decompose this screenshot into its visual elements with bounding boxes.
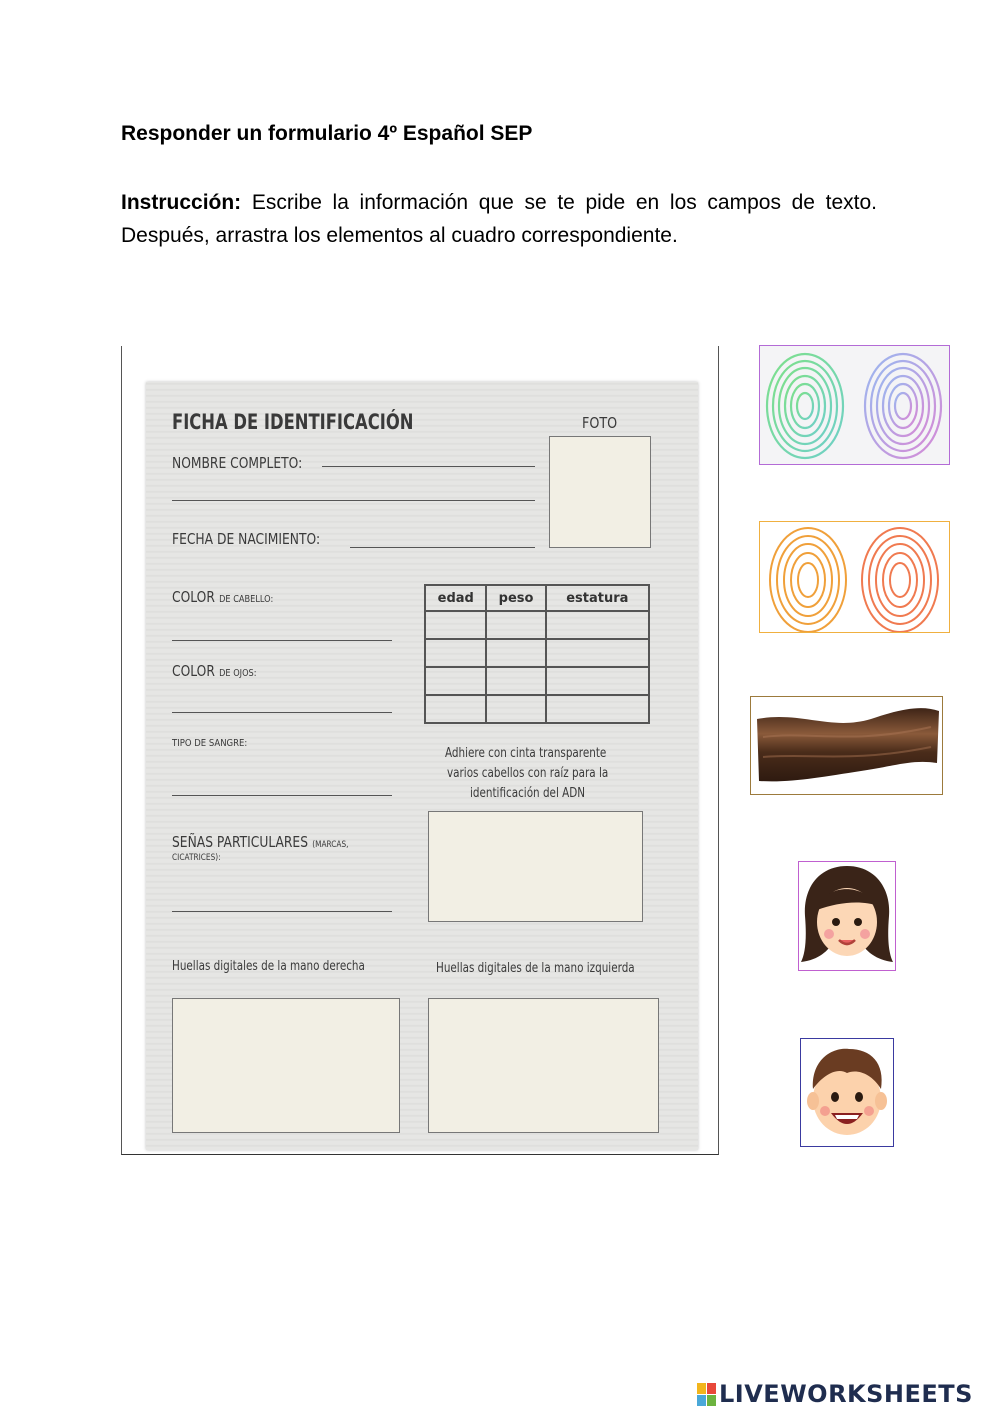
age-cell[interactable] bbox=[425, 695, 486, 723]
instruction-label: Instrucción: bbox=[121, 191, 242, 214]
fingerprint-color-icon bbox=[760, 346, 949, 464]
hair-color-big: COLOR bbox=[172, 588, 215, 606]
left-hand-label: Huellas digitales de la mano izquierda bbox=[436, 961, 635, 976]
liveworksheets-logo-icon bbox=[697, 1383, 716, 1406]
marks-small-1: (MARCAS, bbox=[312, 840, 349, 850]
marks-big: SEÑAS PARTICULARES bbox=[172, 833, 309, 851]
height-cell[interactable] bbox=[546, 695, 649, 723]
eye-color-big: COLOR bbox=[172, 662, 215, 680]
hair-lock-icon bbox=[751, 697, 942, 794]
weight-cell[interactable] bbox=[486, 639, 545, 667]
age-cell[interactable] bbox=[425, 611, 486, 639]
table-header-age: edad bbox=[425, 585, 486, 611]
photo-drop-box[interactable] bbox=[549, 436, 651, 548]
height-cell[interactable] bbox=[546, 611, 649, 639]
birth-date-label: FECHA DE NACIMIENTO: bbox=[172, 530, 321, 548]
hair-drop-box[interactable] bbox=[428, 811, 643, 922]
blood-type-label: TIPO DE SANGRE: bbox=[172, 738, 248, 749]
height-cell[interactable] bbox=[546, 639, 649, 667]
girl-face-icon bbox=[799, 862, 895, 970]
left-hand-drop-box[interactable] bbox=[428, 998, 659, 1133]
photo-label: FOTO bbox=[582, 414, 618, 432]
right-hand-label: Huellas digitales de la mano derecha bbox=[172, 959, 365, 974]
full-name-label: NOMBRE COMPLETO: bbox=[172, 454, 303, 472]
birth-date-field[interactable] bbox=[350, 547, 535, 548]
brand-name: LIVEWORKSHEETS bbox=[719, 1380, 973, 1408]
boy-face-icon bbox=[801, 1039, 893, 1146]
dna-note-1: Adhiere con cinta transparente bbox=[445, 746, 607, 761]
weight-cell[interactable] bbox=[486, 611, 545, 639]
marks-label bbox=[172, 832, 348, 851]
draggable-fingerprints-orange[interactable] bbox=[759, 521, 950, 633]
page-title: Responder un formulario 4º Español SEP bbox=[121, 122, 533, 145]
marks-field[interactable] bbox=[172, 911, 392, 912]
form-heading: FICHA DE IDENTIFICACIÓN bbox=[172, 410, 414, 434]
age-cell[interactable] bbox=[425, 639, 486, 667]
right-hand-drop-box[interactable] bbox=[172, 998, 400, 1133]
draggable-boy-face[interactable] bbox=[800, 1038, 894, 1147]
liveworksheets-logo bbox=[697, 1380, 973, 1408]
hair-color-small: DE CABELLO: bbox=[219, 594, 274, 605]
draggable-hair-lock[interactable] bbox=[750, 696, 943, 795]
hair-color-label bbox=[172, 587, 273, 606]
instruction-text: Escribe la información que se te pide en los campos de texto. Después, arrastra los elementos al cuadro correspondiente. bbox=[121, 191, 877, 247]
dna-note-3: identificación del ADN bbox=[470, 786, 586, 801]
height-cell[interactable] bbox=[546, 667, 649, 695]
table-header-weight: peso bbox=[486, 585, 545, 611]
eye-color-field[interactable] bbox=[172, 712, 392, 713]
hair-color-field[interactable] bbox=[172, 640, 392, 641]
fingerprint-orange-icon bbox=[760, 522, 949, 632]
table-header-height: estatura bbox=[546, 585, 649, 611]
blood-type-field[interactable] bbox=[172, 795, 392, 796]
full-name-field-2[interactable] bbox=[172, 500, 535, 501]
weight-cell[interactable] bbox=[486, 695, 545, 723]
draggable-girl-face[interactable] bbox=[798, 861, 896, 971]
full-name-field-1[interactable] bbox=[322, 466, 535, 467]
eye-color-small: DE OJOS: bbox=[219, 668, 257, 679]
draggable-fingerprints-color[interactable] bbox=[759, 345, 950, 465]
age-cell[interactable] bbox=[425, 667, 486, 695]
measurements-table bbox=[424, 584, 650, 724]
instruction bbox=[121, 186, 877, 252]
eye-color-label bbox=[172, 661, 256, 680]
marks-small-2: CICATRICES): bbox=[172, 853, 221, 863]
weight-cell[interactable] bbox=[486, 667, 545, 695]
dna-note-2: varios cabellos con raíz para la bbox=[447, 766, 609, 781]
